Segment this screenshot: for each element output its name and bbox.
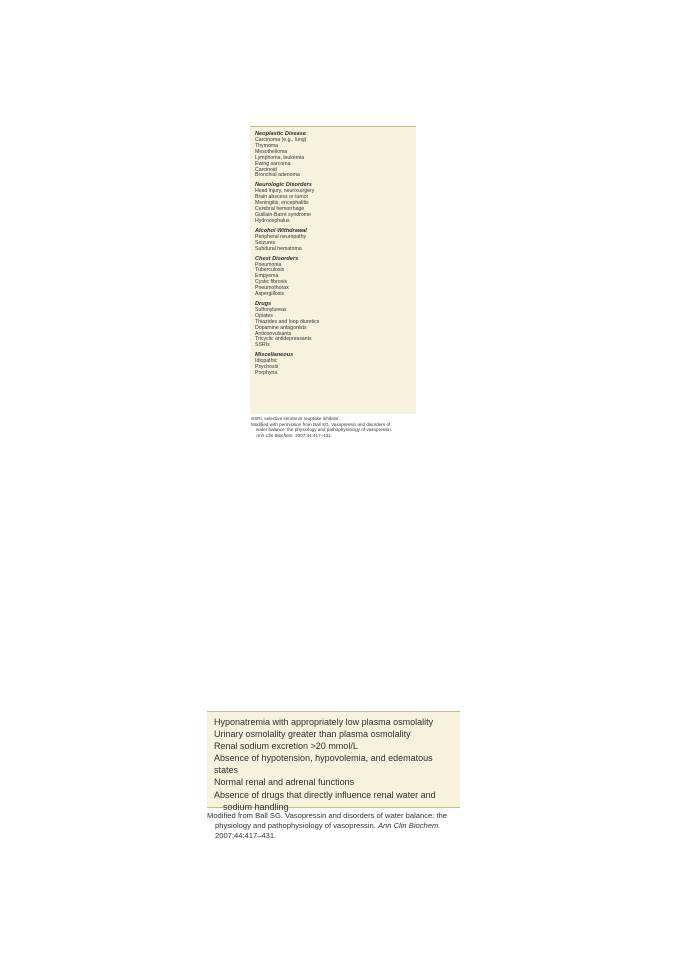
source-note-line: water balance: the physiology and pathophysiology of vasopressin.: [256, 427, 393, 433]
list-item: Lymphoma, leukemia: [255, 154, 305, 161]
list-item: Subdural hematoma: [255, 245, 302, 252]
list-item: Sulfonylureas: [255, 306, 287, 313]
criteria-item: Normal renal and adrenal functions: [214, 777, 355, 788]
citation-details: 2007;44:417–431.: [293, 432, 333, 438]
section-title: Miscellaneous: [255, 352, 294, 359]
source-note-line: [207, 821, 469, 831]
section-title: Neurologic Disorders: [255, 182, 312, 189]
list-item: Dopamine antagonists: [255, 324, 307, 331]
list-item: Anticonvulsants: [255, 330, 292, 337]
source-note-line: Modified from Ball SG. Vasopressin and disorders of water balance: the: [207, 811, 448, 820]
list-item: Opiates: [255, 312, 273, 319]
list-item: SSRIs: [255, 342, 270, 349]
list-item: Cerebral hemorrhage: [255, 206, 305, 213]
list-item: Empyema: [255, 273, 279, 280]
abbreviation-note: SSRI, selective serotonin reuptake inhibitor.: [251, 416, 340, 421]
list-item: Brain abscess or tumor: [255, 194, 309, 201]
list-item: Mesothelioma: [255, 148, 288, 155]
criteria-table-footnote: [207, 811, 469, 840]
list-item: Carcinoid: [255, 166, 277, 173]
list-item: Pneumonia: [255, 261, 282, 268]
causes-table: [250, 126, 416, 414]
journal-name: Ann Clin Biochem.: [256, 432, 294, 438]
list-item: Aspergillosis: [255, 291, 285, 298]
list-item: Thiazides and loop diuretics: [255, 318, 320, 325]
criteria-item: Absence of hypotension, hypovolemia, and edematous states: [214, 753, 433, 776]
criteria-item: Renal sodium excretion >20 mmol/L: [214, 741, 358, 752]
criteria-item-text: Absence of drugs that directly influence renal water and: [214, 789, 436, 800]
list-item: Seizures: [255, 239, 276, 246]
list-item: Carcinoma (e.g., lung): [255, 137, 307, 143]
list-item: Tricyclic antidepressants: [255, 336, 312, 343]
list-item: Peripheral neuropathy: [255, 233, 307, 240]
section-title: Neoplastic Disease: [255, 131, 306, 137]
list-item: Cystic fibrosis: [255, 279, 287, 286]
list-item: Ewing sarcoma: [255, 160, 291, 167]
section-title: Alcohol Withdrawal: [255, 227, 307, 234]
list-item: Hydrocephalus: [255, 217, 290, 224]
section-title: Drugs: [255, 300, 272, 307]
source-note-line: Modified with permission from Ball SG. Vasopressin and disorders of: [251, 421, 391, 427]
list-item: Psychosis: [255, 364, 279, 371]
journal-name: Ann Clin Biochem.: [377, 820, 441, 830]
list-item: Tuberculosis: [255, 267, 285, 274]
causes-table-footnote: [251, 416, 421, 438]
list-item: Thymoma: [255, 142, 279, 149]
criteria-item: Hyponatremia with appropriately low plasma osmolality: [214, 717, 434, 727]
criteria-item-continuation: sodium handling: [223, 801, 289, 812]
list-item: Guillain-Barré syndrome: [255, 211, 311, 218]
list-item: Porphyria: [255, 370, 278, 377]
list-item: Bronchial adenoma: [255, 172, 300, 179]
citation-details: 2007;44:417–431.: [215, 830, 277, 840]
criteria-item: [214, 789, 454, 813]
criteria-item: Urinary osmolality greater than plasma osmolality: [214, 729, 411, 740]
source-note-text: physiology and pathophysiology of vasopressin.: [215, 820, 378, 830]
list-item: Head injury, neurosurgery: [255, 188, 315, 195]
list-item: Pneumothorax: [255, 285, 289, 292]
criteria-table: [207, 711, 460, 812]
list-item: Meningitis, encephalitis: [255, 200, 309, 207]
list-item: Idiopathic: [255, 358, 278, 365]
source-note-citation: [251, 433, 421, 439]
section-title: Chest Disorders: [255, 255, 299, 262]
